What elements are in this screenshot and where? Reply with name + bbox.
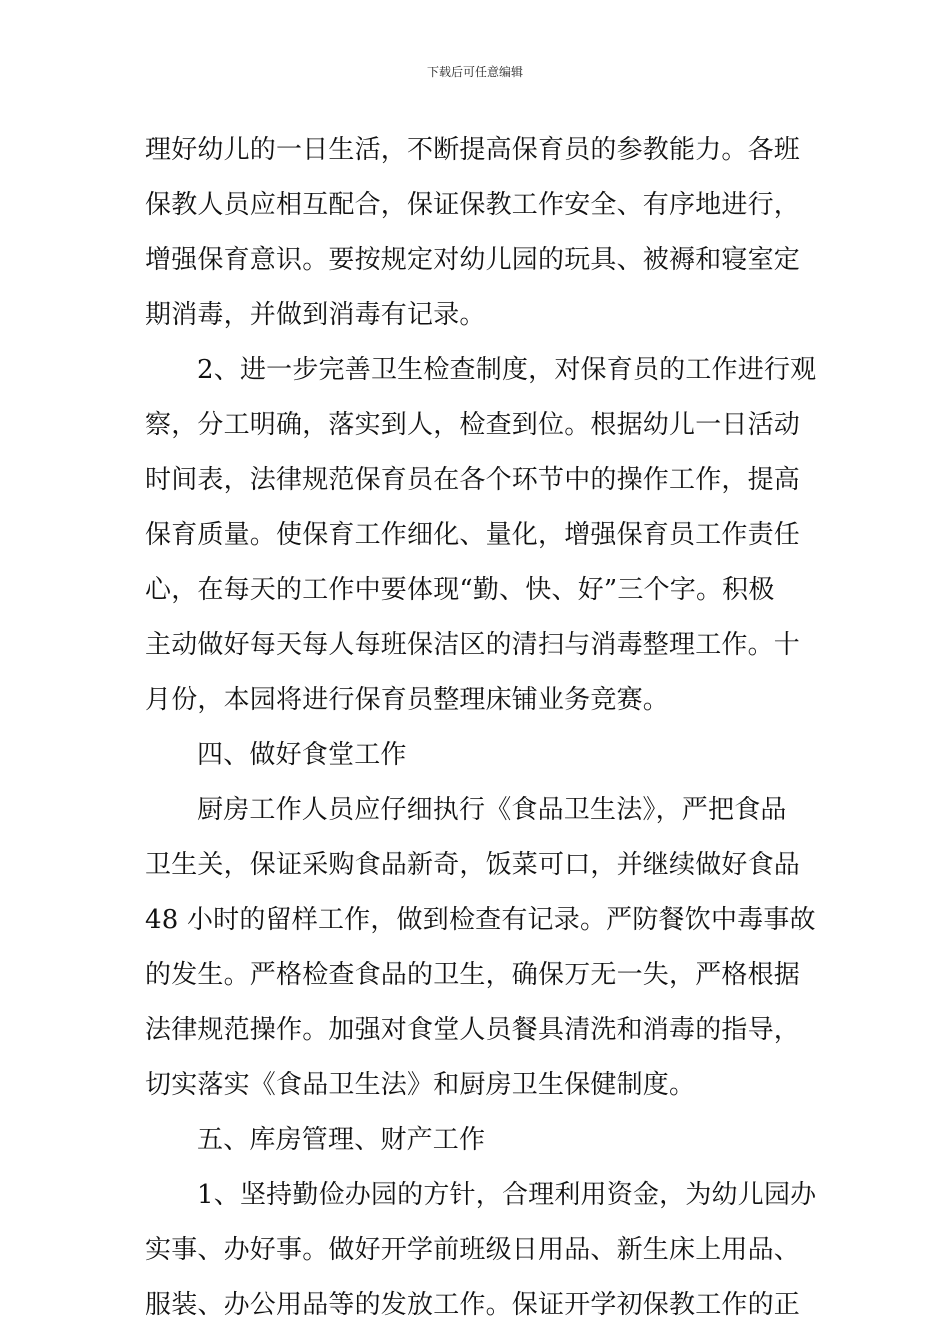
section-heading: 四、做好食堂工作 [197,740,407,770]
text-line: 察，分工明确，落实到人，检查到位。根据幼儿一日活动 [145,410,801,440]
document-body [145,123,815,1333]
text-line: 法律规范操作。加强对食堂人员餐具清洗和消毒的指导， [145,1015,801,1045]
text-line: 增强保育意识。要按规定对幼儿园的玩具、被褥和寝室定 [145,245,801,275]
text-line: 月份，本园将进行保育员整理床铺业务竞赛。 [145,685,670,715]
text-line: 卫生关，保证采购食品新奇，饭菜可口，并继续做好食品 [145,850,801,880]
text-line: 时间表，法律规范保育员在各个环节中的操作工作，提高 [145,465,801,495]
text-line: 期消毒，并做到消毒有记录。 [145,300,486,330]
text-line: 服装、办公用品等的发放工作。保证开学初保教工作的正 [145,1290,801,1320]
text-line: 的发生。严格检查食品的卫生，确保万无一失，严格根据 [145,960,801,990]
text-line: 主动做好每天每人每班保洁区的清扫与消毒整理工作。十 [145,630,801,660]
text-line: 实事、办好事。做好开学前班级日用品、新生床上用品、 [145,1235,801,1265]
text-line: 理好幼儿的一日生活，不断提高保育员的参教能力。各班 [145,135,801,165]
page-header: 下载后可任意编辑 [426,65,523,79]
paragraph-start-line: 2、进一步完善卫生检查制度，对保育员的工作进行观 [197,355,817,385]
text-line: 保育质量。使保育工作细化、量化，增强保育员工作责任 [145,520,801,550]
paragraph-start-line: 厨房工作人员应仔细执行《食品卫生法》，严把食品 [197,795,787,825]
text-line: 心，在每天的工作中要体现“勤、快、好”三个字。积极 [145,575,775,605]
section-heading: 五、库房管理、财产工作 [197,1125,486,1155]
text-line: 切实落实《食品卫生法》和厨房卫生保健制度。 [145,1070,696,1100]
text-line: 保教人员应相互配合，保证保教工作安全、有序地进行， [145,190,801,220]
paragraph-start-line: 1、坚持勤俭办园的方针，合理利用资金，为幼儿园办 [197,1180,817,1210]
text-line: 48 小时的留样工作，做到检查有记录。严防餐饮中毒事故 [145,905,816,935]
